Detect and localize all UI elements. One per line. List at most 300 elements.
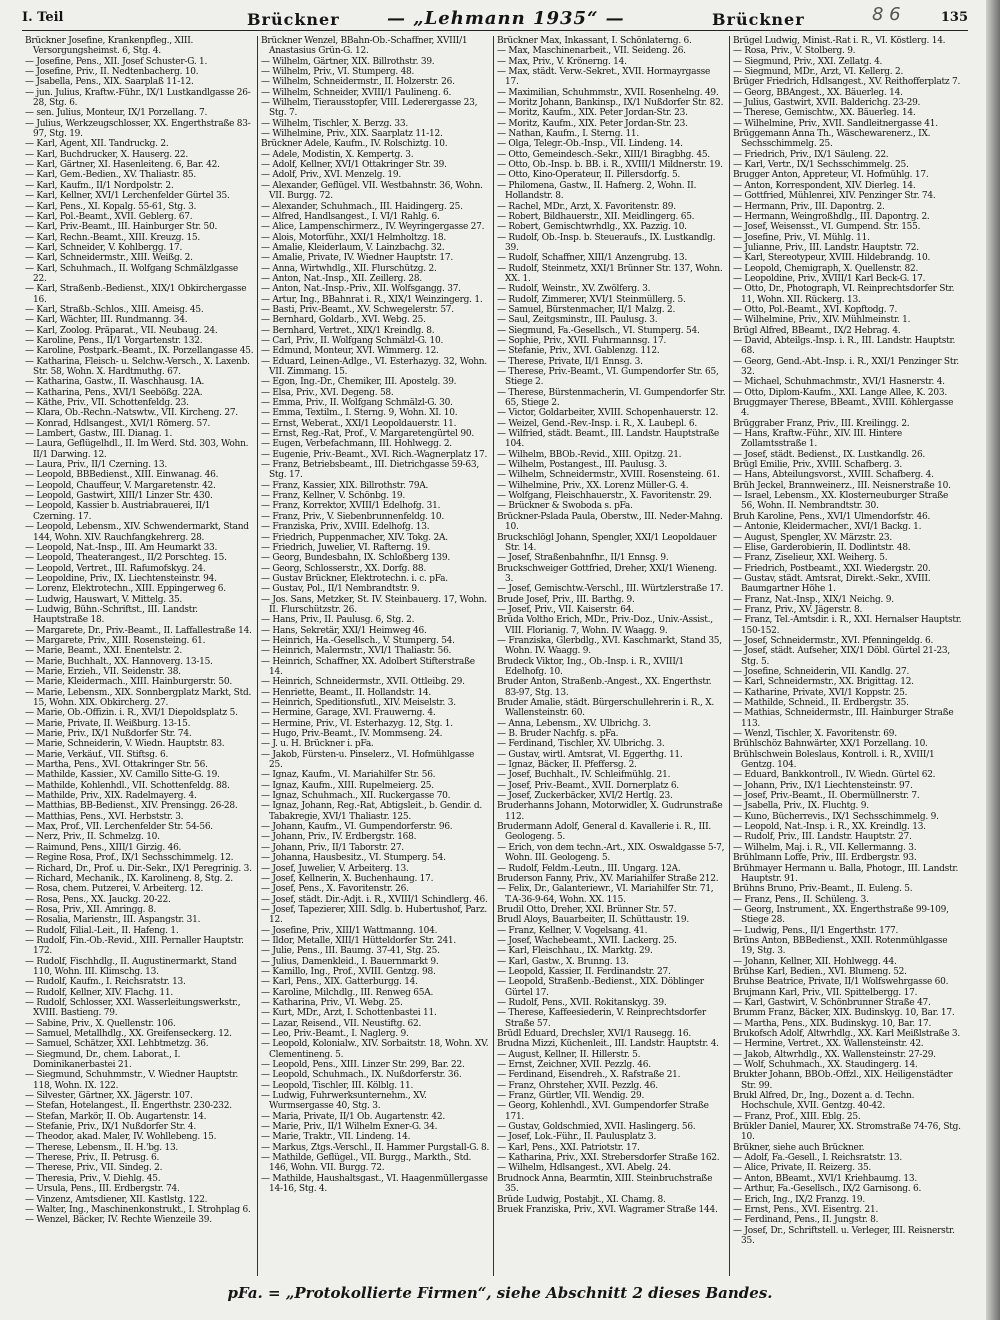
directory-entry: — Olga, Telegr.-Ob.-Insp., VII. Lindeng. 14. <box>497 139 683 150</box>
directory-entry: — jun. Julius, Kraftw.-Führ., IX/1 Lustkandlgasse 26-28, Stg. 6. <box>25 87 251 109</box>
directory-entry: — Wilhelmine, Priv., XX. Lorenz Müller-G. 4. <box>497 480 689 491</box>
directory-entry: — Artur, Ing., BBahnrat i. R., XIX/1 Weinzingerg. 1. <box>261 294 483 305</box>
directory-entry: — Ignaz, Johann, Reg.-Rat, Abtigsleit., b. Gendir. d. Tabakregie, XVI/1 Thaliastr. 125. <box>261 801 483 822</box>
page-number: 135 <box>940 10 968 25</box>
directory-entry: — Nerz, Priv., II. Schmelzg. 10. <box>25 832 160 843</box>
directory-entry: — Alice, Lampenschirmerz., IV. Weyringergasse 27. <box>261 222 485 233</box>
directory-entry: — Wilhelm, Gärtner, XIX. Billrothstr. 39. <box>261 56 435 67</box>
directory-entry: — Wilhelm, Tierausstopfer, VIII. Lederergasse 23, Stg. 7. <box>261 98 478 119</box>
directory-entry: — Jsabella, Pens., XIX. Saarplaß 11-12. <box>25 77 194 88</box>
directory-entry: — Carl, Priv., II. Wolfgang Schmälzl-G. 10. <box>261 335 444 346</box>
directory-entry: — Maximilian, Schuhmmstr., XVII. Rosenhelng. 49. <box>497 87 719 98</box>
directory-entry: — Wilhelmine, Priv., XIV. Mühlmeinstr. 1. <box>733 315 911 326</box>
directory-entry: — Nathan, Kaufm., I. Sterng. 11. <box>497 129 640 140</box>
directory-entry: — Gottfried, Mühlenrei, XIV. Penzinger Str. 74. <box>733 191 936 202</box>
directory-entry: — Franz, Ziselieur, XXI. Weiherg. 5. <box>733 553 888 564</box>
directory-entry: — Jakob, Altwrhdlg., XX. Wallensteinstr. 27-29. <box>733 1049 936 1060</box>
directory-entry: — Marie, Traktr., VII. Lindeng. 14. <box>261 1132 411 1143</box>
directory-entry: — Edmund, Monteur, XVI. Wimmerg. 12. <box>261 346 439 357</box>
directory-entry: — Franz, Kellner, V. Schönbg. 19. <box>261 491 405 502</box>
directory-entry: — Johann, Kellner, XII. Hohlwegg. 44. <box>733 956 897 967</box>
directory-entry: — Franz, Prof., XIII. Eblg. 25. <box>733 1111 861 1122</box>
directory-entry: — Rosa, Priv., XII. Amringg. 8. <box>25 904 156 915</box>
directory-entry: Brühse Karl, Bedien., XVI. Blumeng. 52. <box>733 966 907 977</box>
directory-entry: — Gustav, wirtl. Amtsrat, VI. Eggerthg. 11. <box>497 749 683 760</box>
directory-entry: — Theodor, akad. Maler, IV. Wohllebeng. 15. <box>25 1132 217 1143</box>
directory-entry: — Katharina, Pens., XVI/1 Seebößg. 22A. <box>25 387 203 398</box>
directory-entry: — Silvester, Gärtner, XX. Jägerstr. 107. <box>25 1091 193 1102</box>
directory-entry: — Karl, Pens., XIX. Gatterburgg. 14. <box>261 977 418 988</box>
directory-entry: — Gustav, Goldschmied, XVII. Haslingerg. 56. <box>497 1122 696 1133</box>
directory-entry: — Franziska, Priv., XVIII. Edelhofg. 13. <box>261 522 430 533</box>
directory-entry: — Ignaz, Kaufm., XIII. Rupelmeierg. 25. <box>261 780 434 791</box>
directory-entry: — Theresia, Priv., V. Diehlg. 45. <box>25 1173 161 1184</box>
directory-entry: — Franz, Kellner, V. Vogelsang. 41. <box>497 925 648 936</box>
directory-entry: Brüns Anton, BBBedienst., XXII. Rotenmühlgasse 19, Stg. 3. <box>733 935 948 957</box>
directory-entry: — Siegmund, Priv., XXI. Zellatg. 4. <box>733 56 883 67</box>
directory-entry: — Heinrich, Schaffner, XX. Adolbert Stifterstraße 14. <box>261 656 475 677</box>
directory-entry: — Josef, Priv.-Beamt., XVII. Dornerplatz 6. <box>497 780 679 791</box>
directory-entry: — Saul, Zeitgsminstr., III. Paulusg. 3. <box>497 315 658 326</box>
directory-entry: Brumm Franz, Bäcker, XIX. Budinskyg. 10, Bar. 17. <box>733 1008 955 1019</box>
directory-entry: — Hermine, Priv., VI. Esterhazyg. 12, Stg. 1. <box>261 718 453 729</box>
directory-entry: — Katharina, Fleisch- u. Selchw.-Versch., X. Laxenb. Str. 58, Wohn. X. Hardtmuthg. 67. <box>25 356 250 377</box>
directory-entry: — Elsa, Priv., XVI. Degeng. 58. <box>261 387 394 398</box>
directory-entry: — Katharina, Priv., VI. Webg. 25. <box>261 997 403 1008</box>
directory-entry: — Mathilde, Kohlenhdl., VII. Schottenfeldg. 88. <box>25 780 230 791</box>
directory-entry: — Leopold, Theaterangest., II/2 Porschteg. 15. <box>25 553 227 564</box>
directory-entry: — Wilhelm, Hdlsangest., XVI. Abelg. 24. <box>497 1163 671 1174</box>
directory-entry: — Therese, Private, II/1 Ennsg. 3. <box>497 356 643 367</box>
directory-entry: — Marie, Kleidermach., XIII. Hainburgerstr. 50. <box>25 677 232 688</box>
directory-entry: — Franz, Betriebsbeamt., III. Dietrichgasse 59-63, Stg. 17. <box>261 460 479 481</box>
directory-entry: — Josef, Wachebeamt., XVII. Lackerg. 25. <box>497 935 677 946</box>
directory-entry: — Josef, Straßenbahnfhr., II/1 Ennsg. 9. <box>497 553 669 564</box>
directory-entry: — Michael, Schuhmachmstr., XVI/1 Hasnerstr. 4. <box>733 377 945 388</box>
directory-entry: — Rudolf, Zimmerer, XVI/1 Steinmüllerg. 5. <box>497 294 686 305</box>
directory-entry: Brühlmann Loffe, Priv., III. Erdbergstr. 93. <box>733 853 917 864</box>
directory-column-1 <box>22 36 258 1276</box>
directory-entry: Bruckschweiger Gottfried, Dreher, XXI/1 Wieneng. 3. <box>497 563 717 584</box>
directory-entry: — Emma, Priv., II. Wolfgang Schmälzl-G. 30. <box>261 398 453 409</box>
directory-entry: Brükler Daniel, Maurer, XX. Stromstraße 74-76, Stg. 10. <box>733 1122 961 1143</box>
directory-entry: Bruderhanns Johann, Motorwidler, X. Gudrunstraße 112. <box>497 801 723 822</box>
directory-entry: — Josef, Dr., Schriftstell. u. Verleger, III. Reisnerstr. 35. <box>733 1225 955 1246</box>
directory-entry: — Eduard, Bankkontroll., IV. Wiedn. Gürtel 62. <box>733 770 936 781</box>
directory-entry: — Samuel, Bürstenmacher, II/1 Malzg. 2. <box>497 304 676 315</box>
directory-entry: — Heinrich, Schneidermstr., XVII. Ottleibg. 29. <box>261 677 465 688</box>
directory-entry: — Stefanie, Priv., IX/1 Nußdorfer Str. 4. <box>25 1122 196 1133</box>
directory-entry: — Laura, Priv., II/1 Czerning. 13. <box>25 460 167 471</box>
directory-entry: — Wilhelmine, Priv., XIX. Saarplatz 11-12. <box>261 129 443 140</box>
directory-entry: — Rudolf, Pens., XVII. Rokitanskyg. 39. <box>497 997 667 1008</box>
directory-entry: — Josefine, Schneiderin, VII. Kandlg. 27. <box>733 666 910 677</box>
directory-entry: — Bernhard, Goldarb., XVI. Webg. 25. <box>261 315 426 326</box>
directory-entry: — Wilhelm, BBOb.-Revid., XIII. Opitzg. 21. <box>497 449 682 460</box>
directory-entry: — Marie, Lebensm., XIX. Sonnbergplatz Markt, Std. 15, Wohn. XIX. Obkircherg. 27. <box>25 687 252 708</box>
header-name-right: Brückner <box>712 10 805 29</box>
directory-entry: — Rosalia, Marienstr., III. Aspangstr. 31. <box>25 915 201 926</box>
directory-entry: — Ernst, Pens., XVI. Eisentrg. 21. <box>733 1204 879 1215</box>
directory-entry: — Karoline, Pens., II/1 Vorgartenstr. 132. <box>25 335 203 346</box>
directory-entry: — Matthias, Pens., XVI. Herbststr. 3. <box>25 811 184 822</box>
directory-entry: — Therese, Priv., VII. Sindeg. 2. <box>25 1163 163 1174</box>
directory-entry: — Alfred, Handlsangest., I. VI/1 Rahlg. 6. <box>261 211 440 222</box>
directory-entry: — Moritz Johann, Bankinsp., IX/1 Nußdorfer Str. 82. <box>497 98 724 109</box>
directory-entry: — Ildor, Metalle, XIII/1 Hütteldorfer Str. 241. <box>261 935 457 946</box>
directory-entry: — Johanna, Hausbesitz., VI. Stumperg. 54. <box>261 853 446 864</box>
directory-entry: — Hermann, Weingroßhdlg., III. Dapontrg. 2. <box>733 211 930 222</box>
directory-entry: — Ernst, Zeichner, XVII. Pezzlg. 46. <box>497 1060 651 1071</box>
directory-entry: — Wolf, Schuhmach., XX. Staudingerg. 14. <box>733 1060 918 1071</box>
directory-entry: — Leopold, Kassier b. Austriabrauerei, II/1 Czerning. 17. <box>25 501 211 522</box>
directory-entry: — Rudolf, Fin.-Ob.-Revid., XIII. Pernaller Hauptstr. 172. <box>25 935 244 957</box>
directory-entry: — Sabine, Priv., X. Quellenstr. 106. <box>25 1018 176 1029</box>
directory-entry: — Ludwig, Fuhrwerksunternehm., XV. Wurmsergasse 40, Stg. 3. <box>261 1091 427 1112</box>
directory-entry: — Otto, Kino-Operateur, II. Pillersdorfg. 5. <box>497 170 681 181</box>
directory-entry: — Wilhelm, Schneidermstr., II. Holzerstr. 26. <box>261 77 455 88</box>
directory-entry: Brückner Adele, Kaufm., IV. Rolschiztg. 10. <box>261 139 448 150</box>
directory-entry: — Ernst, Reg.-Rat, Prof., V. Margaretengürtel 90. <box>261 429 474 440</box>
directory-entry: — Weizel, Gend.-Rev.-Insp. i. R., X. Laubepl. 6. <box>497 418 697 429</box>
directory-entry: — Josef, Weisensst., VI. Gumpend. Str. 155. <box>733 222 921 233</box>
directory-entry: — Ludwig, Pens., II/1 Engerthstr. 177. <box>733 925 899 936</box>
directory-entry: — Martha, Pens., XIX. Budinskyg. 10, Bar. 17. <box>733 1018 932 1029</box>
directory-entry: — Anton, Nat.-Insp.-Priv., XII. Wolfsgangg. 37. <box>261 284 461 295</box>
directory-entry: — Karl, Gem.-Bedien., XV. Thaliastr. 85. <box>25 170 197 181</box>
directory-entry: — Markus, Ztgs.-Verschl., II. Hammer Purgstall-G. 8. <box>261 1142 490 1153</box>
directory-entry: — Gustav, Pol., II/1 Nembrandtstr. 9. <box>261 584 420 595</box>
directory-entry: — Franz, Tel.-Amtsdir. i. R., XXI. Hernalser Hauptstr. 150-152. <box>733 615 962 636</box>
directory-entry: Bruggmayer Therese, BBeamt., XVIII. Köhlergasse 4. <box>733 398 954 419</box>
directory-entry: — Therese, Priv., II. Petrusg. 6. <box>25 1153 160 1164</box>
directory-entry: — Hans, Priv., II. Paulusg. 6, Stg. 2. <box>261 615 415 626</box>
directory-entry: — Mathilde, Geflügel., VII. Burgg., Markth., Std. 146, Wohn. VII. Burgg. 72. <box>261 1153 472 1174</box>
directory-entry: — Leopold, Pens., XIII. Linzer Str. 299, Bar. 22. <box>261 1060 465 1071</box>
directory-entry: — Heinrich, Malermstr., XVI/1 Thaliastr. 56. <box>261 646 452 657</box>
directory-entry: Brudermann Adolf, General d. Kavallerie i. R., III. Geologeng. 5. <box>497 822 711 843</box>
directory-entry: — Hans, Abteilungsvorst., XVIII. Schafberg. 4. <box>733 470 934 481</box>
page-edge-shadow <box>986 0 1000 1320</box>
directory-entry: — Marie, Erzieh., VII. Seidenstr. 38. <box>25 666 181 677</box>
directory-entry: — Mathilde, Kassier., XV. Camillo Sitte-G. 19. <box>25 770 220 781</box>
directory-entry: — Marie, Private, II. Weißburg. 13-15. <box>25 718 191 729</box>
directory-entry: — Josef, Priv.-Beamt., II. Obermüllnerstr. 7. <box>733 791 920 802</box>
directory-entry: — Leopold, BBBedienst., XIII. Einwanag. 46. <box>25 470 219 481</box>
directory-entry: — Ursula, Pens., III. Erdbergstr. 74. <box>25 1184 180 1195</box>
directory-entry: — Karl, Agent, XII. Tandruckg. 2. <box>25 139 169 150</box>
directory-entry: Brüggemann Anna Th., Wäschewarenerz., IX. Sechsschimmelg. 25. <box>733 129 931 150</box>
directory-entry: — Wilfried, städt. Beamt., III. Landstr. Hauptstraße 104. <box>497 429 719 450</box>
directory-entry: — Rudolf, Steinmetz, XXI/1 Brünner Str. 137, Wohn. XX. 1. <box>497 263 723 284</box>
directory-entry: — Mathilde, Haushaltsgast., VI. Haagenmüllergasse 14-16, Stg. 4. <box>261 1173 488 1195</box>
directory-entry: — Karl, Priv.-Beamt., III. Hainburger Str. 50. <box>25 222 218 233</box>
directory-entry: Brüger Friedrich, Hdlsangest., XV. Reithofferplatz 7. <box>733 77 961 88</box>
directory-entry: — Wenzel, Bäcker, IV. Rechte Wienzeile 39. <box>25 1215 212 1226</box>
directory-entry: — August, Spengler, XV. Märzstr. 23. <box>733 532 892 543</box>
directory-entry: Brukl Alfred, Dr., Ing., Dozent a. d. Techn. Hochschule, XVII. Gentzg. 40-42. <box>733 1091 915 1112</box>
directory-entry: — Antonie, Kleidermacher., XVI/1 Backg. 1. <box>733 522 922 533</box>
directory-entry: — Marie, Priv., IX/1 Nußdorfer Str. 74. <box>25 729 192 740</box>
directory-entry: — Karl, Gärtner, XI. Hasenleiteng. 6, Bar. 42. <box>25 160 220 171</box>
directory-entry: — Brückner & Swoboda s. pFa. <box>497 501 633 512</box>
directory-entry: — Samuel, Schätzer, XXI. Lehbtmetzg. 36. <box>25 1039 209 1050</box>
directory-entry: Brühlschwein Boleslaus, Kontroll. i. R., XVIII/1 Gentzg. 104. <box>733 749 935 771</box>
directory-entry: — Max, Priv., V. Krönerng. 14. <box>497 56 627 67</box>
directory-entry: — Klara, Ob.-Rechn.-Natswtw., VII. Kircheng. 27. <box>25 408 238 419</box>
directory-entry: — Hans, Sekretär, XXI/1 Heimweg 46. <box>261 625 427 636</box>
directory-entry: — Adolf, Priv., XVI. Menzelg. 19. <box>261 170 401 181</box>
directory-entry: — Johann, Priv., IV. Erdbergstr. 168. <box>261 832 417 843</box>
directory-entry: — Josef, Juwelier, V. Arbeiterg. 13. <box>261 863 409 874</box>
directory-entry: — Franziska, Glerbdlg., XVI. Kaschmarkt, Stand 35, Wohn. IV. Waagg. 9. <box>497 635 722 657</box>
directory-entry: Brukter Johann, BBOb.-Offzl., XIX. Heiligenstädter Str. 99. <box>733 1070 953 1091</box>
directory-entry: — Rachel, MDr., Arzt, X. Favoritenstr. 89. <box>497 201 676 212</box>
directory-entry: — Gustav Brückner, Elektrotechn. i. c. pFa. <box>261 573 448 584</box>
directory-entry: — Georg, Kohlenhdl., XVI. Gumpendorfer Straße 171. <box>497 1101 709 1122</box>
directory-entry: — Amalie, Private, IV. Wiedner Hauptstr. 17. <box>261 253 453 264</box>
directory-entry: — Wilhelm, Schneidermstr., XVIII. Rosensteing. 61. <box>497 470 720 481</box>
directory-entry: — Maria, Private, II/1 Ob. Augartenstr. 42. <box>261 1111 445 1122</box>
directory-entry: — Kamillo, Ing., Prof., XVIII. Gentzg. 98. <box>261 966 436 977</box>
directory-entry: — Wenzl, Tischler, X. Favoritenstr. 69. <box>733 729 897 740</box>
directory-entry: — Otto, Dr., Photograph, VI. Reinprechtsdorfer Str. 11, Wohn. XII. Rückerg. 13. <box>733 284 955 305</box>
directory-entry: — Josef, Buchhalt., IV. Schleifmühlg. 21. <box>497 770 671 781</box>
directory-entry: — Heinrich, Speditionsfutl., XIV. Meiselstr. 3. <box>261 698 456 708</box>
directory-entry: — Wilhelm, Priv., VI. Stumperg. 48. <box>261 67 415 78</box>
directory-entry: — Georg, Gend.-Abt.-Insp. i. R., XXI/1 Penzinger Str. 32. <box>733 356 959 377</box>
directory-entry: — Erich, von dem techn.-Art., XIX. Oswaldgasse 5-7, Wohn. III. Geologeng. 5. <box>497 842 725 864</box>
directory-entry: — Karl, Straßb.-Schlos., XIII. Ameisg. 45. <box>25 304 204 315</box>
directory-entry: — Georg, Schlosserstr., XX. Dorfg. 88. <box>261 563 426 574</box>
directory-entry: — Leopoldine, Priv., IX. Liechtensteinstr. 94. <box>25 573 217 584</box>
directory-entry: — Julius, Werkzeugschlosser, XX. Engerthstraße 83-97, Stg. 19. <box>25 118 251 140</box>
directory-entry: — Wilhelmine, Priv., XVII. Sandleitnergasse 41. <box>733 118 938 129</box>
directory-entry: — Julianne, Priv., III. Landstr. Hauptstr. 72. <box>733 242 919 253</box>
footer-note: pFa. = „Protokollierte Firmen“, siehe Abschnitt 2 dieses Bandes. <box>227 1284 773 1302</box>
directory-entry: — Kuno, Bücherrevis., IX/1 Sechsschimmelg. 9. <box>733 811 939 822</box>
directory-entry: — Karl, Gastw., X. Brunng. 13. <box>497 956 629 967</box>
directory-entry: — Josef, Tapezierer, XIII. Sdlg. b. Hubertushof, Parz. 12. <box>261 904 487 926</box>
directory-entry: — Alexander, Schuhmach., III. Haidingerg. 25. <box>261 201 463 212</box>
directory-entry: — Karl, Stereotypeur, XVIII. Hildebrandg. 10. <box>733 253 931 264</box>
directory-entry: — Adolf, Fa.-Gesell., I. Reichsratstr. 13. <box>733 1153 902 1164</box>
directory-entry: — Jakob, Fürsten-u. Pinselerz., VI. Hofmühlgasse 25. <box>261 749 475 771</box>
directory-entry: — Johann, Priv., IX/1 Liechtensteinstr. 97. <box>733 780 913 791</box>
directory-entry: — Karl, Buchdrucker, X. Hauserg. 22. <box>25 149 188 160</box>
directory-entry: — Marie, Schneiderin, V. Wiedn. Hauptstr. 83. <box>25 739 225 750</box>
directory-entry: — Robert, Bildhauerstr., XII. Meidlingerg. 65. <box>497 211 695 222</box>
directory-entry: — Konrad, Hdlsangest., XVI/1 Römerg. 57. <box>25 418 211 429</box>
directory-entry: — Josef, Priv., VII. Kaiserstr. 64. <box>497 604 634 615</box>
directory-column-4 <box>730 36 966 1276</box>
directory-entry: Brujmann Karl, Priv., VII. Spittelbergg. 17. <box>733 987 918 998</box>
directory-entry: — Max, städt. Verw.-Sekret., XVII. Hormayrgasse 17. <box>497 67 711 88</box>
directory-entry: — Karl, Pens., XI. Kopalg. 55-61, Stg. 3. <box>25 201 197 212</box>
directory-entry: — Karoline, Postpark.-Beamt., IX. Porzellangasse 45. <box>25 346 254 357</box>
directory-entry: — Alice, Private, II. Reizerg. 35. <box>733 1163 872 1174</box>
directory-entry: — Therese, Priv.-Beamt., VI. Gumpendorfer Str. 65, Stiege 2. <box>497 367 719 388</box>
directory-entry: — Leo, Priv.-Beamt., I. Naglerg. 9. <box>261 1029 409 1039</box>
directory-entry: — Leopold, Straßenb.-Bedienst., XIX. Döblinger Gürtel 17. <box>497 977 704 998</box>
directory-entry: — Moritz, Kaufm., XIX. Peter Jordan-Str. 23. <box>497 118 688 129</box>
directory-entry: — Therese, Lebensm., II. H.'bg. 13. <box>25 1142 179 1153</box>
directory-entry: — Vinzenz, Amtsdiener, XII. Kastlstg. 122. <box>25 1194 208 1205</box>
directory-entry: — Johann, Kaufm., VI. Gumpendorferstr. 96. <box>261 822 453 833</box>
directory-entry: — Rudolf, Schlosser, XXI. Wasserleitungswerkstr., XVIII. Bastieng. 79. <box>25 997 241 1019</box>
directory-column-3 <box>494 36 730 1276</box>
directory-entry: — Anton, Korrespondent, XIV. Dierleg. 14. <box>733 180 916 191</box>
directory-entry: Brühmayer Hermann u. Balla, Photogr., III. Landstr. Hauptstr. 91. <box>733 863 959 884</box>
directory-entry: — Mathias, Schneidermstr., III. Hainburger Straße 113. <box>733 708 954 729</box>
directory-entry: — Franz, Kassier, XIX. Billrothstr. 79A. <box>261 480 429 491</box>
directory-entry: — Jsabella, Priv., IX. Fluchtg. 9. <box>733 801 869 812</box>
directory-entry: Brühlschöz Bahnwärter, XX/1 Porzellang. 10. <box>733 739 928 750</box>
directory-entry: — Anna, Lebensm., XV. Ulbrichg. 3. <box>497 718 651 729</box>
directory-entry: — Friedrich, Juwelier, VI. Rafterng. 19. <box>261 542 430 553</box>
directory-entry: — Leopold, Gastwirt, XIII/1 Linzer Str. 430. <box>25 491 213 502</box>
directory-entry: — Rosa, chem. Putzerei, V. Arbeiterg. 12. <box>25 884 204 895</box>
directory-entry: — Gustav, städt. Amtsrat, Direkt.-Sekr., XVIII. Baumgartner Höhe 1. <box>733 573 931 595</box>
directory-entry: — Laura, Geflügelhdl., II. Im Werd. Std. 303, Wohn. II/1 Darwing. 12. <box>25 439 249 460</box>
directory-entry: — Karl, Vertr., IX/1 Sechsschimmelg. 25. <box>733 160 909 171</box>
directory-entry: — Raimund, Pens., XIII/1 Girzig. 46. <box>25 842 182 853</box>
directory-entry: — Franz, Korrektor, XVIII/1 Edelhofg. 31. <box>261 501 441 512</box>
directory-entry: — Wilhelm, Maj. i. R., VII. Kellermanng. 3. <box>733 842 917 853</box>
directory-entry: — Leopold, Nat.-Insp., III. Am Heumarkt 33. <box>25 542 218 553</box>
directory-entry: — Leopoldine, Priv., XVIII/1 Karl Beck-G. 17. <box>733 273 926 284</box>
directory-entry: — Katharine, Private, XVI/1 Koppstr. 25. <box>733 687 908 698</box>
directory-entry: — Karl, Pol.-Beamt., XVII. Geblerg. 67. <box>25 211 193 222</box>
directory-entry: — Georg, Instrument., XX. Engerthstraße 99-109, Stiege 28. <box>733 904 949 926</box>
directory-entry: — August, Kellner, II. Hillerstr. 5. <box>497 1049 641 1060</box>
directory-entry: — Max, Maschinenarbeit., VII. Seideng. 26. <box>497 46 686 57</box>
directory-entry: — Eduard, Leinen-Adlge., VI. Esterhazyg. 32, Wohn. VII. Zimmang. 15. <box>261 356 487 377</box>
directory-entry: — Eugenie, Priv.-Beamt., XVI. Rich.-Wagnerplatz 17. <box>261 449 488 460</box>
directory-entry: — Siegmund, Dr., chem. Laborat., I. Dominikanerbastei 21. <box>25 1049 181 1071</box>
directory-entry: — Josef, städt. Bedienst., IX. Lustkandlg. 26. <box>733 449 926 460</box>
directory-entry: — Therese, Gemischtw., XX. Bäuerleg. 14. <box>733 108 916 119</box>
directory-entry: — Hugo, Priv.-Beamt., IV. Mommseng. 24. <box>261 729 443 740</box>
directory-entry: — Rudolf, Schaffner, XIII/1 Anzengrubg. 13. <box>497 253 687 264</box>
directory-entry: Brüde Ludwig, Postabjt., XI. Chamg. 8. <box>497 1194 666 1205</box>
directory-entry: — Lambert, Gastw., III. Dianag. 1. <box>25 429 173 440</box>
directory-entry: — Josefine, Priv., VI. Mühlg. 11. <box>733 232 870 243</box>
directory-entry: — Siegmund, Schuhmmstr., V. Wiedner Hauptstr. 118, Wohn. IX. 122. <box>25 1070 238 1091</box>
directory-entry: — Karl, Schneider, V. Kohlbergg. 17. <box>25 242 183 253</box>
directory-entry: — Marie, Priv., II/1 Wilhelm Exner-G. 34. <box>261 1122 438 1133</box>
directory-entry: — Friedrich, Puppenmacher, XIV. Tokg. 2A. <box>261 532 448 543</box>
directory-entry: — Karoline, Milchdlg., III. Renweg 65A. <box>261 987 434 998</box>
directory-entry: — Otto, Gemeindesch.-Sekr., XIII/1 Biragbhg. 45. <box>497 149 710 160</box>
directory-entry: — Max, Prof., VII. Lerchenfelder Str. 54-56. <box>25 822 213 833</box>
directory-entry: — Ferdinand, Pens., II. Jungstr. 8. <box>733 1215 879 1226</box>
directory-entry: Bruckschlögl Johann, Spengler, XXI/1 Leopoldauer Str. 14. <box>497 532 717 553</box>
directory-entry: — Amalie, Kleiderlaum, V. Lainzbachg. 32. <box>261 242 445 253</box>
directory-entry: — Basti, Priv.-Beamt., XV. Schwegelerstr. 57. <box>261 304 454 315</box>
directory-entry: — Karl, Wächter, III. Rundmanng. 34. <box>25 315 188 326</box>
part-label: I. Teil <box>22 10 64 25</box>
directory-entry: Brüda Voltho Erich, MDr., Priv.-Doz., Univ.-Assist., VIII. Florianig. 7, Wohn. IV. Waagg. 9. <box>497 615 713 636</box>
directory-entry: Brühns Bruno, Priv.-Beamt., II. Euleng. 5. <box>733 884 913 895</box>
directory-entry: — Adolf, Kellner, XVI/1 Ottakringer Str. 39. <box>261 160 447 171</box>
directory-entry: Brügl Emilie, Priv., XVIII. Schafberg. 3. <box>733 460 903 471</box>
directory-entry: — Alexander, Geflügel. VII. Westbahnstr. 36, Wohn. VII. Burgg. 72. <box>261 180 483 202</box>
directory-entry: — Leopold, Chauffeur, V. Margaretenstr. 42. <box>25 480 216 491</box>
directory-entry: — Hermann, Priv., III. Dapontrg. 2. <box>733 201 885 212</box>
directory-entry: — Rosa, Pens., XX. Jauckg. 20-22. <box>25 894 171 905</box>
directory-entry: — Walter, Ing., Maschinenkonstrukt., I. Strohplag 6. <box>25 1204 251 1215</box>
directory-entry: — Mathilde, Schneid., II. Erdbergstr. 35. <box>733 698 909 708</box>
directory-entry: Bruderson Fanny, Priv., XV. Mariahilfer Straße 212. <box>497 873 719 884</box>
directory-entry: — Eugen, Verbefachmann, III. Hohlwegg. 2. <box>261 439 452 450</box>
directory-entry: — Rudolf, Kaufm., I. Reichsratstr. 13. <box>25 977 186 988</box>
directory-entry: — B. Bruder Nachfg. s. pFa. <box>497 729 619 740</box>
directory-entry: — Richard, Mechanik., IX. Karolineng. 8, Stg. 2. <box>25 873 233 884</box>
directory-entry: — Karl, Gastwirt, V. Schönbrunner Straße 47. <box>733 997 931 1008</box>
directory-entry: — Wilhelm, Postangest., III. Paulusg. 3. <box>497 460 667 471</box>
directory-entry: — Josefine, Pens., XII. Josef Schuster-G. 1. <box>25 56 208 67</box>
directory-entry: — Wolfgang, Fleischhauerstr., X. Favoritenstr. 29. <box>497 491 712 502</box>
directory-entry: — Otto, Ob.-Insp. b. BB. i. R., XVIII/1 Mildnerstr. 19. <box>497 160 723 171</box>
directory-entry: — Friedrich, Priv., IX/1 Säuleng. 22. <box>733 149 889 160</box>
directory-entry: — Karl, Rechn.-Beamt., XIII. Kreuzg. 15. <box>25 232 201 243</box>
directory-entry: — Emma, Textilm., I. Sterng. 9, Wohn. XI. 10. <box>261 408 458 419</box>
directory-entry: — Ignaz, Kaufm., VI. Mariahilfer Str. 56. <box>261 770 436 781</box>
directory-entry: — Sophie, Priv., XVII. Fuhrmannsg. 17. <box>497 335 667 346</box>
directory-entry: — Heinrich, Ha.-Gesellsch., V. Stumperg. 54. <box>261 635 455 646</box>
directory-entry: — Victor, Goldarbeiter, XVIII. Schopenhauerstr. 12. <box>497 408 719 419</box>
directory-entry: Brückner Wenzel, BBahn-Ob.-Schaffner, XVIII/1 Anastasius Grün-G. 12. <box>261 36 468 57</box>
directory-entry: Brügl Alfred, BBeamt., IX/2 Hebrag. 4. <box>733 325 901 336</box>
directory-entry: — Georg, BBAngest., XX. Bäuerleg. 14. <box>733 87 903 98</box>
directory-entry: — Franz, Pens., II. Schüleng. 3. <box>733 894 869 905</box>
directory-entry: — Josef, städt. Aufseher, XIX/1 Döbl. Gürtel 21-23, Stg. 5. <box>733 646 951 667</box>
directory-entry: Brudil Otto, Dreher, XXI. Brünner Str. 57. <box>497 904 677 915</box>
directory-entry: — Ferdinand, Tischler, XV. Ulbrichg. 3. <box>497 739 665 750</box>
directory-entry: — Karl, Kellner, XVI/1 Lerchenfelder Gürtel 35. <box>25 191 230 202</box>
directory-entry: Brude Josef, Priv., III. Barthg. 9. <box>497 594 635 605</box>
directory-entry: — Julius, Gastwirt, XVII. Balderichg. 23-29. <box>733 98 921 109</box>
directory-columns <box>22 36 968 1276</box>
directory-entry: — Lazar, Reisend., VII. Neustiftg. 62. <box>261 1018 422 1029</box>
directory-entry: — Josef, Lok.-Führ., II. Paulusplatz 3. <box>497 1132 657 1143</box>
directory-entry: — Wilhelm, Tischler, X. Berzg. 33. <box>261 118 408 129</box>
directory-entry: Brükner, siehe auch Brückner. <box>733 1142 865 1153</box>
directory-entry: — Ludwig, Hauswart, V. Mittelg. 35. <box>25 594 183 605</box>
directory-entry: — Karl, Fleischhau., IX. Marktg. 29. <box>497 946 653 957</box>
directory-entry: — Käthe, Priv., VII. Schottenfeldg. 23. <box>25 398 189 409</box>
directory-entry: — Martha, Pens., XVI. Ottakringer Str. 56. <box>25 760 208 771</box>
directory-entry: — Johann, Priv., II/1 Taborstr. 27. <box>261 842 404 853</box>
directory-entry: — Bernhard, Vertret., XIX/1 Kreindlg. 8. <box>261 325 435 336</box>
directory-entry: — Karl, Pens., XXI. Patriotstr. 17. <box>497 1142 640 1153</box>
directory-entry: — Leopold, Vertret., III. Rafumofskyg. 24. <box>25 563 206 574</box>
directory-entry: — Stefan, Hotelangest., II. Engerthstr. 230-232. <box>25 1101 232 1112</box>
directory-entry: — Anna, Wirtwhdlg., XII. Flurschützg. 2. <box>261 263 437 274</box>
directory-entry: — Josefine, Priv., II. Nedtenbacherg. 10. <box>25 67 199 78</box>
directory-entry: — Rudolf, Ob.-Insp. b. Steueraufs., IX. Lustkandlg. 39. <box>497 232 716 253</box>
directory-entry: — Leopold, Schuhmach., IX. Nußdorferstr. 36. <box>261 1070 462 1081</box>
directory-entry: — Leopold, Lebensm., XIV. Schwendermarkt, Stand 144, Wohn. XIV. Rauchfangkehrerg. 28. <box>25 522 249 543</box>
directory-entry: Brugger Anton, Appreteur, VI. Hofmühlg. 17. <box>733 170 929 181</box>
directory-entry: — Hans, Kraftw.-Führ., XIV. III. Hintere Zollamtsstraße 1. <box>733 429 902 450</box>
directory-entry: — Julie, Pens., III. Baumg. 37-41, Stg. 25. <box>261 946 440 957</box>
directory-entry: — Samuel, Metallhdlg., XX. Greifenseckerg. 12. <box>25 1029 232 1039</box>
directory-entry: — Anton, BBeamt., XVI/1 Kriehbaumg. 13. <box>733 1173 917 1184</box>
directory-entry: — Rudolf, Kellner, XIV. Flachg. 11. <box>25 987 173 998</box>
directory-entry: — Franz, Gürtler, VII. Wendig. 29. <box>497 1091 645 1102</box>
